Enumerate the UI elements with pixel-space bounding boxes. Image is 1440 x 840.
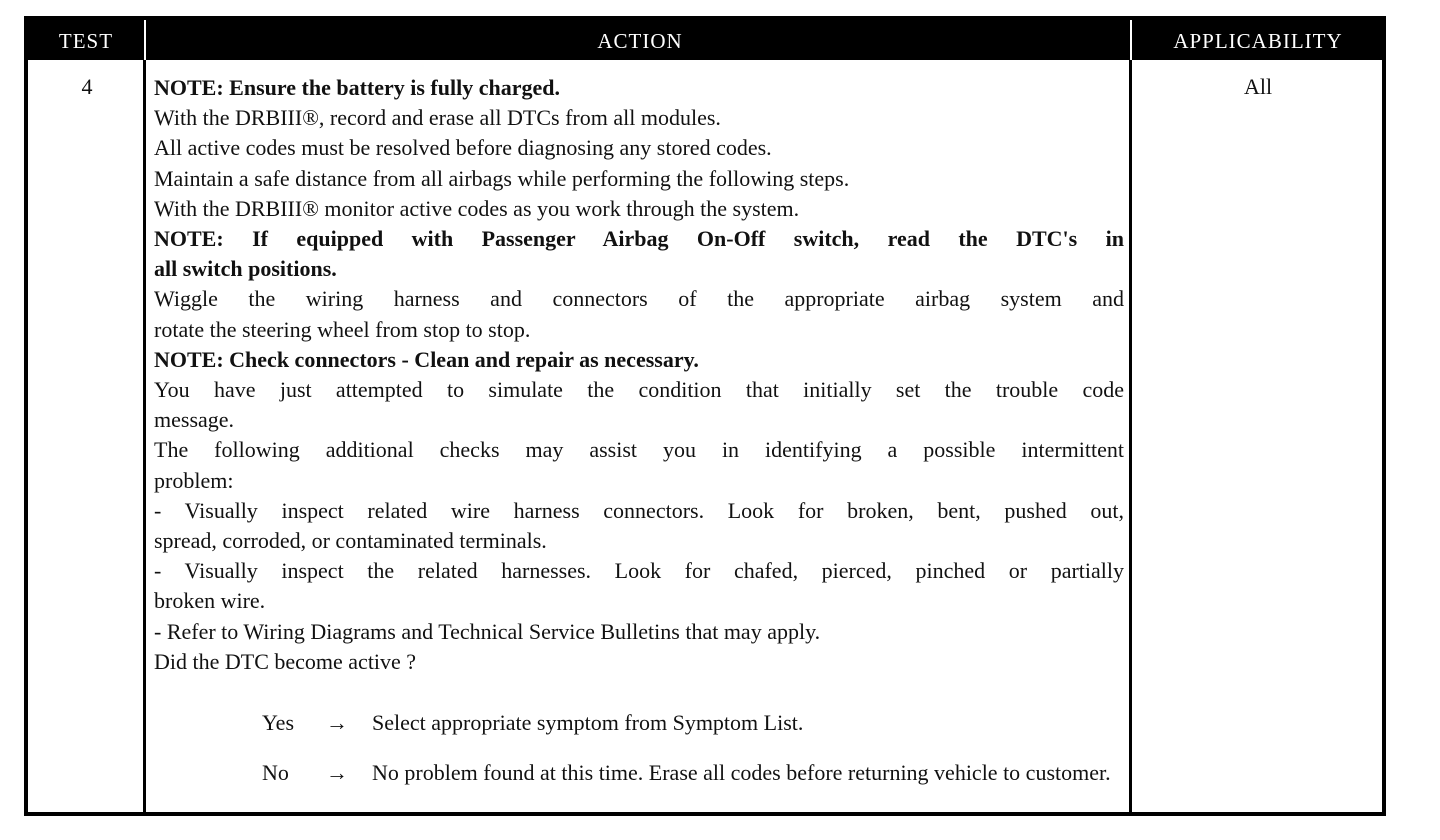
answer-no-text: No problem found at this time. Erase all codes before returning vehicle to customer.: [372, 760, 1111, 785]
header-divider: [144, 20, 146, 60]
column-divider: [143, 60, 146, 812]
action-line: - Visually inspect related wire harness connectors. Look for broken, bent, pushed out,: [154, 497, 1124, 523]
action-line: The following additional checks may assist you in identifying a possible intermittent: [154, 437, 1124, 463]
action-line: broken wire.: [154, 588, 266, 614]
action-line: rotate the steering wheel from stop to stop.: [154, 316, 531, 342]
header-divider: [1130, 20, 1132, 60]
action-line: All active codes must be resolved before diagnosing any stored codes.: [154, 135, 772, 161]
action-line: message.: [154, 407, 235, 433]
action-line: - Visually inspect the related harnesses. Look for chafed, pierced, pinched or partially: [154, 558, 1124, 584]
note-line: NOTE: Ensure the battery is fully charged.: [154, 75, 560, 100]
column-divider: [1129, 60, 1132, 812]
right-arrow-icon: →: [326, 710, 348, 735]
question-line: Did the DTC become active ?: [154, 648, 417, 674]
action-line: With the DRBIII®, record and erase all DTCs from all modules.: [154, 105, 721, 131]
answer-no: [154, 758, 1124, 818]
action-line: problem:: [154, 467, 234, 493]
note-line: NOTE: If equipped with Passenger Airbag On-Off switch, read the DTC's in: [154, 226, 1124, 252]
answer-yes-label: Yes: [262, 710, 295, 735]
action-line: - Refer to Wiring Diagrams and Technical Service Bulletins that may apply.: [154, 618, 821, 644]
test-number: 4: [81, 74, 93, 99]
header-action: ACTION: [597, 29, 683, 53]
answer-yes: [154, 708, 1124, 738]
note-line: NOTE: Check connectors - Clean and repair as necessary.: [154, 346, 699, 372]
answer-yes-text: Select appropriate symptom from Symptom List.: [372, 710, 804, 735]
header-test: TEST: [58, 29, 114, 53]
action-line: With the DRBIII® monitor active codes as you work through the system.: [154, 195, 800, 221]
test-table: [24, 16, 1386, 816]
action-text: [154, 73, 1124, 677]
note-line: all switch positions.: [154, 256, 337, 282]
answer-options: [154, 708, 1124, 818]
applicability-value: All: [1243, 74, 1273, 99]
action-line: You have just attempted to simulate the condition that initially set the trouble code: [154, 377, 1124, 403]
action-line: Maintain a safe distance from all airbags while performing the following steps.: [154, 165, 850, 191]
table-header: [28, 20, 1382, 60]
action-line: spread, corroded, or contaminated terminals.: [154, 528, 547, 554]
answer-no-label: No: [262, 760, 289, 785]
action-line: Wiggle the wiring harness and connectors of the appropriate airbag system and: [154, 286, 1124, 312]
right-arrow-icon: →: [326, 760, 348, 785]
header-applicability: APPLICABILITY: [1173, 29, 1343, 53]
